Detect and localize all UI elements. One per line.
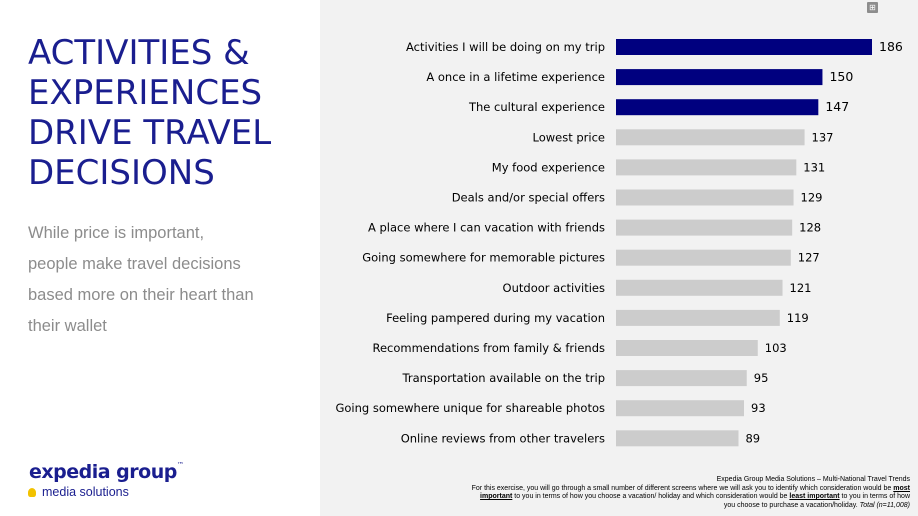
lightbulb-icon: [28, 488, 36, 497]
data-label: 119: [786, 310, 809, 325]
chart-bar: [616, 190, 794, 206]
logo-main-text: expedia group: [29, 461, 177, 483]
chart-bar: [616, 69, 822, 85]
category-label: Recommendations from family & friends: [372, 341, 605, 355]
category-label: A place where I can vacation with friends: [367, 220, 605, 235]
chart-bar: [616, 39, 872, 55]
footnote-total: Total (n=11,008): [859, 501, 910, 509]
chart-bar: [616, 159, 796, 175]
data-label: 128: [799, 220, 822, 235]
category-label: Outdoor activities: [502, 280, 605, 295]
logo-subtitle: [28, 485, 129, 499]
subtitle-line: people make travel decisions: [28, 255, 241, 273]
data-label: 103: [764, 341, 787, 355]
title-line: EXPERIENCES: [28, 73, 263, 113]
footnote-text-3: to you in terms of how you choose to purchase a vacation/holiday.: [723, 493, 910, 509]
category-label: Feeling pampered during my vacation: [386, 310, 605, 325]
category-label: My food experience: [491, 160, 605, 175]
data-label: 127: [797, 250, 820, 265]
category-label: Going somewhere unique for shareable photos: [335, 401, 605, 416]
logo-tm: ™: [176, 461, 184, 469]
subtitle-line: While price is important,: [28, 224, 205, 242]
data-label: 89: [745, 431, 761, 446]
title-line: DECISIONS: [28, 153, 215, 193]
category-label: Activities I will be doing on my trip: [406, 40, 605, 54]
footnote-least-important: least important: [789, 493, 840, 500]
category-label: Going somewhere for memorable pictures: [362, 250, 605, 265]
title-line: DRIVE TRAVEL: [28, 113, 272, 153]
data-label: 121: [789, 280, 812, 295]
logo-sub-text: media solutions: [42, 485, 129, 499]
subtitle-line: based more on their heart than: [28, 286, 254, 304]
data-label: 147: [825, 99, 850, 115]
category-label: A once in a lifetime experience: [426, 70, 605, 85]
footnote: [470, 476, 910, 510]
chart-bar: [616, 310, 780, 326]
data-label: 131: [803, 160, 826, 175]
subtitle-line: their wallet: [28, 317, 107, 335]
data-label: 129: [800, 190, 823, 205]
chart-bar: [616, 99, 818, 115]
footnote-most-important: most important: [480, 484, 910, 500]
category-label: Online reviews from other travelers: [400, 431, 605, 446]
data-label: 186: [879, 39, 903, 54]
chart-bar: [616, 250, 791, 266]
footnote-text-2: to you in terms of how you choose a vacation/ holiday and which consideration would be: [512, 493, 790, 500]
grid-icon[interactable]: ⊞: [867, 2, 878, 13]
footnote-source: Expedia Group Media Solutions – Multi-National Travel Trends: [716, 476, 910, 483]
category-label: Deals and/or special offers: [451, 190, 605, 205]
chart-bar: [616, 280, 783, 296]
chart-bar: [616, 400, 744, 416]
chart-bar: [616, 430, 738, 446]
data-label: 137: [811, 130, 834, 145]
data-label: 95: [753, 371, 769, 386]
chart-bar: [616, 129, 805, 145]
chart-bar: [616, 370, 747, 386]
data-label: 93: [751, 401, 766, 416]
category-label: Lowest price: [532, 130, 605, 145]
chart-bar: [616, 340, 758, 356]
category-label: Transportation available on the trip: [402, 371, 605, 386]
chart-bar: [616, 220, 792, 236]
title-line: ACTIVITIES &: [28, 33, 250, 73]
data-label: 150: [829, 69, 854, 85]
footnote-text-1: For this exercise, you will go through a small number of different screens where we will ask you to identify which consideration would be: [471, 484, 894, 492]
category-label: The cultural experience: [468, 100, 605, 115]
